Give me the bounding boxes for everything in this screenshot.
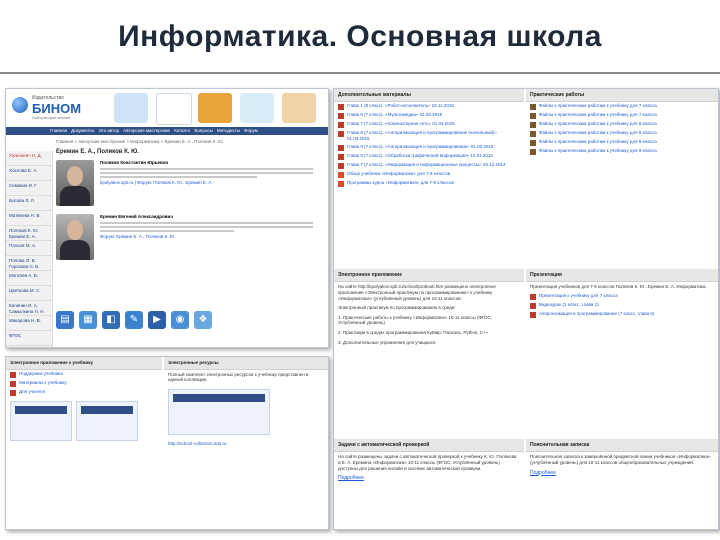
sidebar-item[interactable]: Могилев А. В. [6,271,52,286]
sidebar-item[interactable]: Семакин И. Г. [6,181,52,196]
text-line [100,168,313,170]
material-link[interactable] [334,161,524,170]
practical-label: Файлы к практическим работам к учебнику для 7 класса [539,112,657,118]
practical-link[interactable] [526,138,718,147]
resource-link[interactable] [6,388,162,397]
material-link[interactable] [334,152,524,161]
authors-sidebar [6,151,53,347]
archive-icon [530,140,536,146]
material-label: Глава 9 (7 класс). «Алгоритмизация и программирование» 01.03.2015 [347,143,494,149]
site-thumbnail[interactable] [76,401,138,441]
section-heading: Электронное приложение [334,269,524,282]
material-label: Обзор учебника «Информатика» для 7-9 классов [347,170,451,176]
material-label: Глава 7 (7 класс). «Информация и информационные процессы» 25.12.2014 [347,161,506,167]
electronic-text-2: Электронный практикум по программированию в среде: [338,305,456,311]
tasks-icon[interactable]: ✎ [125,311,143,329]
author-photo [56,160,94,206]
books-icon[interactable]: ▤ [56,311,74,329]
material-label: Глава 7 (7 класс). «Компьютерная сеть» 01.03.2015 [347,121,455,127]
slide-title: Информатика. Основная школа [118,20,602,53]
material-link[interactable] [334,143,524,152]
resource-label: Для учителя [19,388,45,394]
author-name: Поляков Константин Юрьевич [100,160,169,166]
presentation-text: Презентация учебников для 7-9 классов Поляков К. Ю., Еремин Е. А. Информатика. [530,284,707,290]
electronic-list-item: 1. Практические работы к учебнику «Информатика» 10-11 классы (ФГОС, Углублённый уровень) [338,314,493,326]
presentation-label: Аппроксимация и программирование (7 класс, глава 6) [539,310,655,316]
resources-right [164,357,328,449]
file-icon [338,122,344,128]
materials-column [334,89,524,188]
page-title: Еремин Е. А., Поляков К. Ю. [56,148,139,155]
material-link[interactable] [334,120,524,129]
resource-label: Материалы к учебнику [19,379,67,385]
note-text: Пояснительная записка к завершённой предметной линии учебников «Информатика» (углублённый уровень) для 10-11 классов общеобразовательных учреждений. [530,454,711,465]
material-link[interactable] [334,102,524,111]
resource-icons [56,311,212,329]
file-icon [338,113,344,119]
author-link[interactable]: Форум: Еремин Е. А., Поляков К. Ю. [100,233,176,239]
video-icon [530,312,536,318]
file-icon [338,104,344,110]
video-icon[interactable]: ▶ [148,311,166,329]
file-icon [10,381,16,387]
header-image-computer [156,93,192,125]
presentation-link[interactable] [526,292,718,301]
text-line [100,226,313,228]
thumbnail-row [6,397,162,445]
nav-item[interactable]: Методисты [216,128,241,133]
sidebar-item[interactable]: Калинин И. А. Самылкина Н. Н. [6,301,52,316]
sidebar-item[interactable]: ФГОС [6,331,52,346]
material-label: Глава 1 (8 класс). «Робот-исполнитель» 22.11.2015 [347,103,454,109]
archive-icon [530,113,536,119]
brand-tagline: Лаборатория знаний [32,115,71,120]
resources-left [6,357,162,445]
presentation-column [526,269,718,319]
sidebar-item[interactable]: Поляков К. Ю. Еремин Е. А. [6,226,52,241]
practical-link[interactable] [526,120,718,129]
nav-item[interactable]: Форум [244,128,258,133]
tasks-column [334,439,524,483]
presentation-label: Презентация к учебнику для 7 класса [539,292,618,298]
sidebar-item[interactable]: Угринович Н. Д. [6,151,52,166]
presentation-icon[interactable]: ◧ [102,311,120,329]
electronic-list-item: 3. Дополнительные упражнения для учащихся [338,339,436,345]
file-icon [338,154,344,160]
nav-item[interactable]: Это автор [98,128,120,133]
pdf-icon [338,172,344,178]
author-name: Еремин Евгений Александрович [100,214,173,220]
sidebar-item[interactable]: Матвеева Н. В. [6,211,52,226]
section-heading: Презентация [526,269,718,282]
file-icon [10,390,16,396]
globe-icon [12,97,28,113]
material-link[interactable] [334,129,524,142]
section-heading: Пояснительная записка [526,439,718,452]
site-thumbnail[interactable] [168,389,270,435]
thumbnail-wrap [164,385,328,439]
text-line [100,230,234,232]
video-icon [530,303,536,309]
text-line [100,176,257,178]
file-icon [530,294,536,300]
practical-label: Файлы к практическим работам к учебнику для 9 класса [539,139,657,145]
site-thumbnail[interactable] [10,401,72,441]
section-heading: Электронные ресурсы [164,357,328,370]
author-page-screenshot [5,88,329,348]
sidebar-item[interactable]: Плохов М. А. [6,241,52,256]
file-icon [338,163,344,169]
archive-icon [530,122,536,128]
document-icon[interactable]: ▦ [79,311,97,329]
text-line [100,222,313,224]
brand-subtitle: Издательство [32,95,64,101]
materials-page-screenshot [333,88,719,530]
material-label: Программы курса «Информатика» для 7-9 классов [347,179,454,185]
author-info [100,160,324,185]
sidebar-item[interactable]: Макарова Н. В. [6,316,52,331]
material-link[interactable] [334,170,524,179]
practical-label: Файлы к практическим работам к учебнику для 9 класса [539,148,657,154]
section-heading: Задачи с автоматической проверкой [334,439,524,452]
resources-text: Полный комплект электронных ресурсов к учебнику представлен в единой коллекции. [168,371,309,383]
tasks-text: На сайте размещены задачи с автоматической проверкой к учебнику К. Ю. Полякова и Е. А. Еремина «Информатика» 10-11 классы (ФГОС, Углублённый уровень) доступны для решения онлайн в системе автоматической проверки. [338,454,517,471]
file-icon [338,145,344,151]
header-image-map [198,93,232,123]
publisher-logo[interactable] [12,95,82,119]
nav-item[interactable]: Авторские мастерские [123,128,171,133]
practical-link[interactable] [526,129,718,138]
more-link[interactable]: Подробнее [338,475,364,482]
file-icon [338,131,344,137]
sidebar-item[interactable]: Цветкова М. С. [6,286,52,301]
practical-column [526,89,718,156]
resource-link[interactable] [6,379,162,388]
author-info [100,214,324,239]
text-line [100,172,313,174]
practical-link[interactable] [526,147,718,156]
presentation-label: Видеоурок (1 класс, глава 1) [539,301,599,307]
material-label: Глава 8 (7 класс). «Алгоритмизация и программирование (начальный)» 01.03.2015 [347,130,497,141]
nav-item[interactable]: Вопросы [194,128,213,133]
author-card-eremin [56,214,324,264]
brand-name: БИНОМ [32,101,82,116]
resources-link[interactable]: http://school-collection.edu.ru [168,440,227,446]
archive-icon [530,131,536,137]
material-label: Глава 5 (7 класс). «Обработка графической информации» 12.01.2015 [347,152,493,158]
electronic-list-item: 2. Практикум в средах программирования КуМир, Паскаль, Python, C++ [338,330,489,335]
file-icon [10,372,16,378]
author-card-polyakov [56,160,324,210]
section-heading: Практические работы [526,89,718,102]
pdf-icon [338,181,344,187]
site-header [6,89,328,127]
nav-item[interactable]: Каталог [174,128,191,133]
archive-icon [530,104,536,110]
header-image-kids [114,93,148,123]
nav-item[interactable]: Документы [71,128,95,133]
section-heading: Дополнительные материалы [334,89,524,102]
material-link[interactable] [334,111,524,120]
sidebar-item[interactable]: Хохлова Е. А. [6,166,52,181]
section-heading: Электронное приложение к учебнику [6,357,162,370]
material-label: Глава 6 (7 класс). «Мультимедиа» 01.03.2015 [347,112,443,118]
note-column [526,439,718,478]
header-image-book [240,93,274,123]
sidebar-item[interactable]: Попова О. В. Горохова Н. В. [6,256,52,271]
presentation-link[interactable] [526,301,718,310]
resource-link[interactable] [6,370,162,379]
material-link[interactable] [334,179,524,188]
resources-page-screenshot [5,356,329,530]
practical-link[interactable] [526,111,718,120]
author-link[interactable]: kpolyakov.spb.ru | Форум: Поляков К. Ю., Еремин Е. А. [100,179,213,185]
archive-icon [530,149,536,155]
practical-label: Файлы к практическим работам к учебнику для 7 класса [539,103,657,109]
nav-item[interactable]: Главная [50,128,68,133]
breadcrumb: Главная > Авторские мастерские > Информатика > Еремин Е. А., Поляков К. Ю. [56,139,224,144]
author-photo [56,214,94,260]
main-nav [6,127,328,135]
electronic-text: На сайте http://kpolyakov.spb.ru/school/probook.htm размещено электронное приложение «Электронный практикум по программированию» к учебнику «Информатика» (углублённый уровень) для 10-11 классов. [338,284,496,301]
practical-link[interactable] [526,102,718,111]
title-divider [0,72,720,74]
resource-label: Поддержка учебника [19,370,63,376]
electronic-column [334,269,524,347]
presentation-link[interactable] [526,310,718,319]
more-link[interactable]: Подробнее [530,469,556,476]
sidebar-item[interactable]: Босова Л. Л. [6,196,52,211]
web-icon[interactable]: ❖ [194,311,212,329]
disc-icon[interactable]: ◉ [171,311,189,329]
practical-label: Файлы к практическим работам к учебнику для 8 класса [539,121,657,127]
practical-label: Файлы к практическим работам к учебнику для 8 класса [539,130,657,136]
header-image-people [282,93,316,123]
